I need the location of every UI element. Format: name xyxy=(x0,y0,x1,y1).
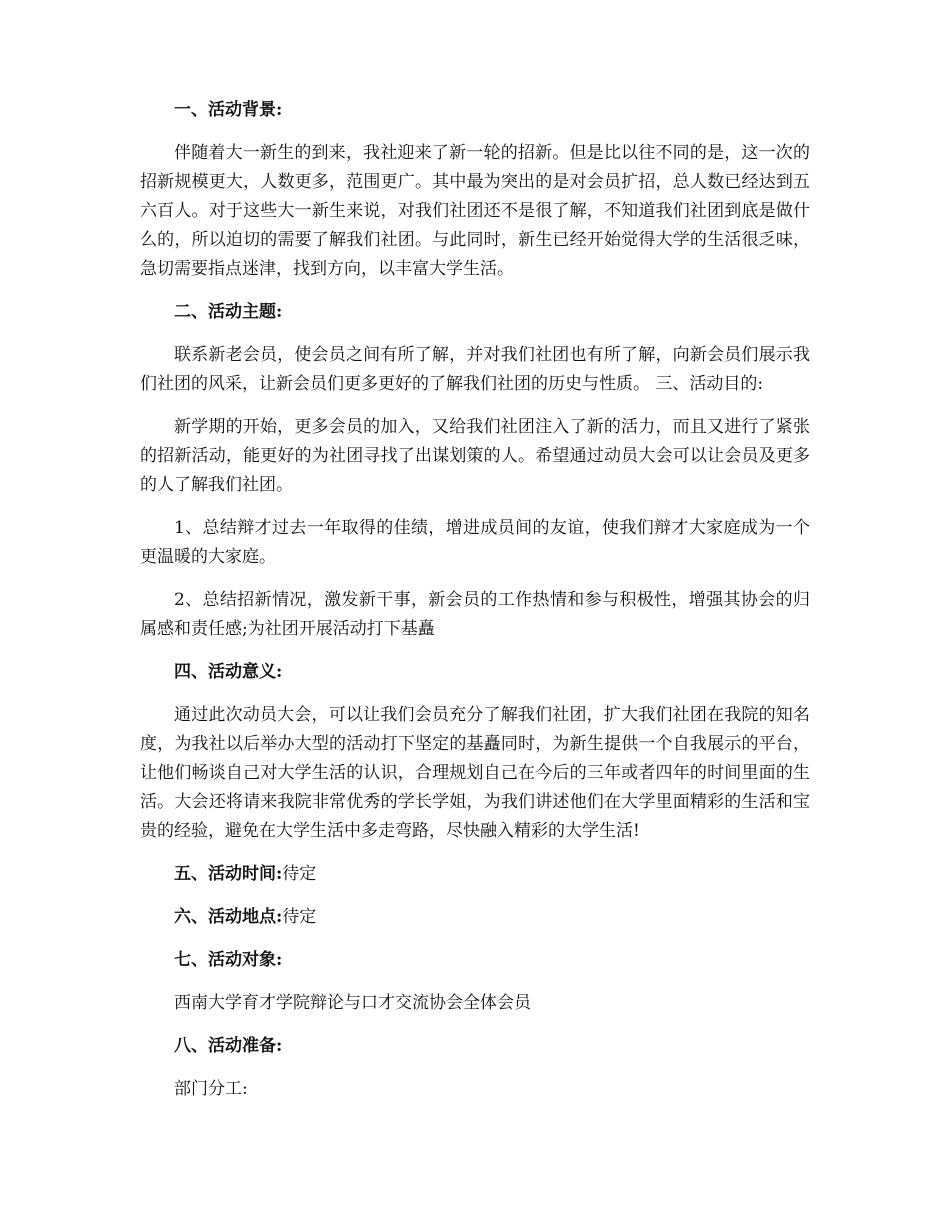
heading-text: 一、活动背景: xyxy=(174,100,283,120)
section-heading-theme xyxy=(140,298,810,327)
section-place xyxy=(140,903,810,932)
paragraph-target: 西南大学育才学院辩论与口才交流协会全体会员 xyxy=(174,993,531,1013)
paragraph-background: 伴随着大一新生的到来，我社迎来了新一轮的招新。但是比以往不同的是，这一次的招新规模更大，人数更多，范围更广。其中最为突出的是对会员扩招，总人数已经达到五六百人。对于这些大一新生来说，对我们社团还不是很了解，不知道我们社团到底是做什么的，所以迫切的需要了解我们社团。与此同时，新生已经开始觉得大学的生活很乏味，急切需要指点迷津，找到方向，以丰富大学生活。 xyxy=(140,143,810,279)
place-value: 待定 xyxy=(282,907,317,927)
time-value: 待定 xyxy=(282,864,317,884)
paragraph-theme: 联系新老会员，使会员之间有所了解，并对我们社团也有所了解，向新会员们展示我们社团的风采，让新会员们更多更好的了解我们社团的历史与性质。 三、活动目的: xyxy=(140,345,810,394)
purpose-list-item-2: 2、总结招新情况，激发新干事，新会员的工作热情和参与积极性，增强其协会的归属感和责任感;为社团开展活动打下基矗 xyxy=(140,590,810,639)
purpose-list-item-1: 1、总结辩才过去一年取得的佳绩，增进成员间的友谊，使我们辩才大家庭成为一个更温暖的大家庭。 xyxy=(140,518,810,567)
paragraph-preparation: 部门分工: xyxy=(174,1079,248,1099)
heading-text: 二、活动主题: xyxy=(174,302,283,322)
heading-text: 八、活动准备: xyxy=(174,1036,283,1056)
paragraph-significance: 通过此次动员大会，可以让我们会员充分了解我们社团，扩大我们社团在我院的知名度，为我社以后举办大型的活动打下坚定的基矗同时，为新生提供一个自我展示的平台，让他们畅谈自己对大学生活的认识，合理规划自己在今后的三年或者四年的时间里面的生活。大会还将请来我院非常优秀的学长学姐，为我们讲述他们在大学里面精彩的生活和宝贵的经验，避免在大学生活中多走弯路，尽快融入精彩的大学生活! xyxy=(140,705,810,841)
paragraph-purpose: 新学期的开始，更多会员的加入，又给我们社团注入了新的活力，而且又进行了紧张的招新活动，能更好的为社团寻找了出谋划策的人。希望通过动员大会可以让会员及更多的人了解我们社团。 xyxy=(140,417,810,495)
section-heading-target xyxy=(140,946,810,975)
section-heading-significance xyxy=(140,658,810,687)
section-time xyxy=(140,860,810,889)
heading-text: 四、活动意义: xyxy=(174,662,283,682)
section-heading-background xyxy=(140,96,810,125)
heading-text: 七、活动对象: xyxy=(174,950,283,970)
section-heading-preparation xyxy=(140,1032,810,1061)
time-label: 五、活动时间: xyxy=(174,864,283,884)
place-label: 六、活动地点: xyxy=(174,907,283,927)
